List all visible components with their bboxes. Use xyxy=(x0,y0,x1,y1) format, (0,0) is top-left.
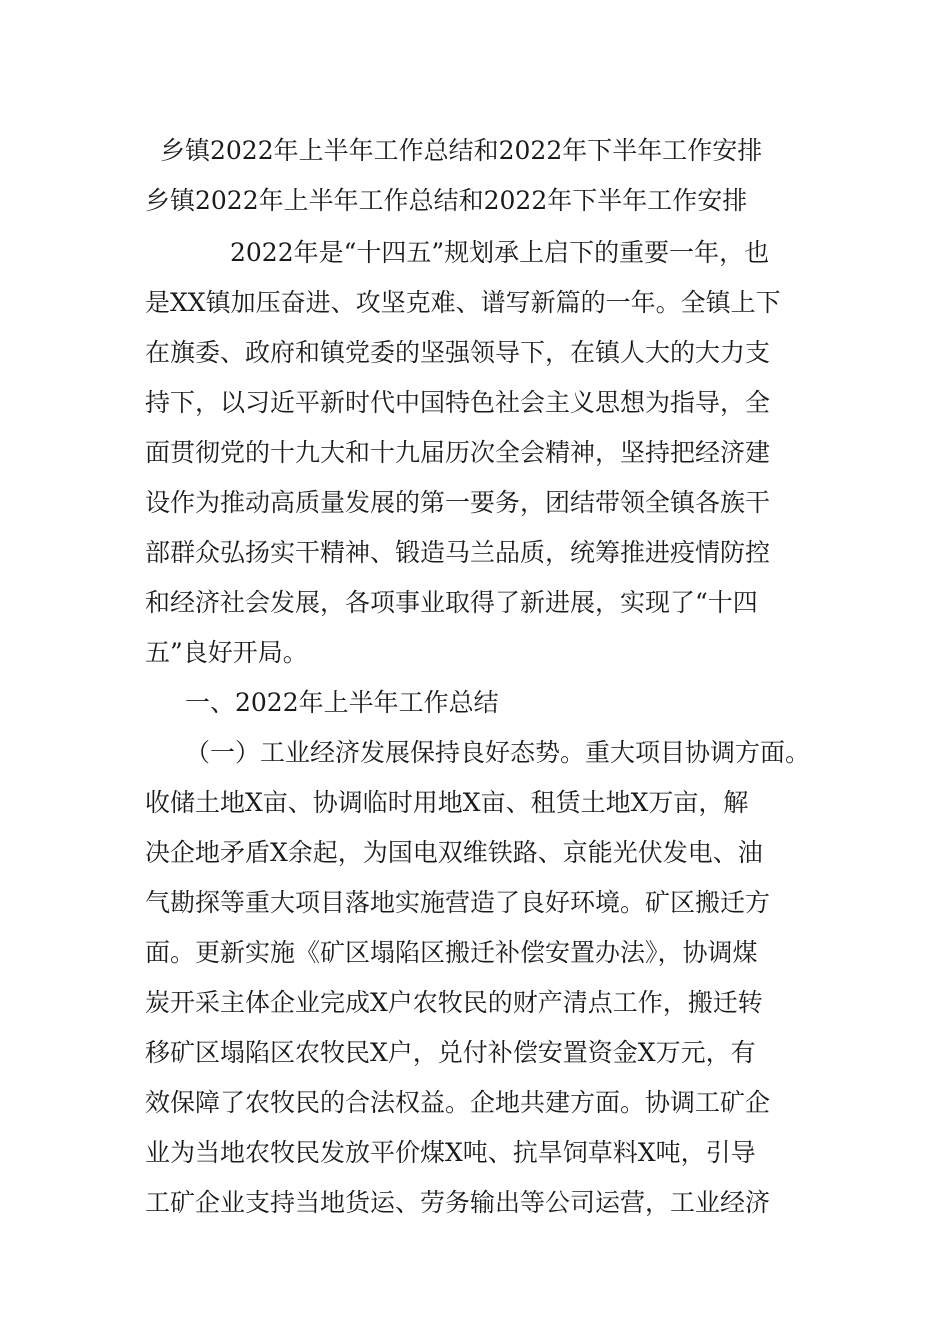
document-title: 乡镇2022年上半年工作总结和2022年下半年工作安排 xyxy=(160,136,763,165)
paragraph-line: 收储土地X亩、协调临时用地X亩、租赁土地X万亩，解 xyxy=(145,788,749,817)
paragraph-line: 持下，以习近平新时代中国特色社会主义思想为指导，全 xyxy=(145,388,771,417)
paragraph-line: 业为当地农牧民发放平价煤X吨、抗旱饲草料X吨，引导 xyxy=(145,1138,756,1167)
section-heading: 一、2022年上半年工作总结 xyxy=(185,688,499,717)
paragraph-line: 移矿区塌陷区农牧民X户，兑付补偿安置资金X万元，有 xyxy=(145,1038,756,1067)
paragraph-line: 工矿企业支持当地货运、劳务输出等公司运营，工业经济 xyxy=(145,1188,771,1217)
paragraph-line: 面贯彻党的十九大和十九届历次全会精神，坚持把经济建 xyxy=(145,438,771,467)
paragraph-line: 和经济社会发展，各项事业取得了新进展，实现了“十四 xyxy=(145,588,758,617)
document-subtitle: 乡镇2022年上半年工作总结和2022年下半年工作安排 xyxy=(145,186,748,215)
paragraph-line: 气勘探等重大项目落地实施营造了良好环境。矿区搬迁方 xyxy=(145,888,771,917)
paragraph-line: 面。更新实施《矿区塌陷区搬迁补偿安置办法》，协调煤 xyxy=(145,938,758,967)
paragraph-line: 决企地矛盾X余起，为国电双维铁路、京能光伏发电、油 xyxy=(145,838,763,867)
paragraph-line: 五”良好开局。 xyxy=(145,638,308,667)
paragraph-line: 在旗委、政府和镇党委的坚强领导下，在镇人大的大力支 xyxy=(145,338,771,367)
paragraph-line: 2022年是“十四五”规划承上启下的重要一年，也 xyxy=(230,238,770,267)
paragraph-line: 是XX镇加压奋进、攻坚克难、谱写新篇的一年。全镇上下 xyxy=(145,288,781,317)
paragraph-line: 设作为推动高质量发展的第一要务，团结带领全镇各族干 xyxy=(145,488,771,517)
paragraph-line: 部群众弘扬实干精神、锻造马兰品质，统筹推进疫情防控 xyxy=(145,538,771,567)
paragraph-line: 炭开采主体企业完成X户农牧民的财产清点工作，搬迁转 xyxy=(145,988,763,1017)
paragraph-line: （一）工业经济发展保持良好态势。重大项目协调方面。 xyxy=(185,738,811,767)
paragraph-line: 效保障了农牧民的合法权益。企地共建方面。协调工矿企 xyxy=(145,1088,771,1117)
